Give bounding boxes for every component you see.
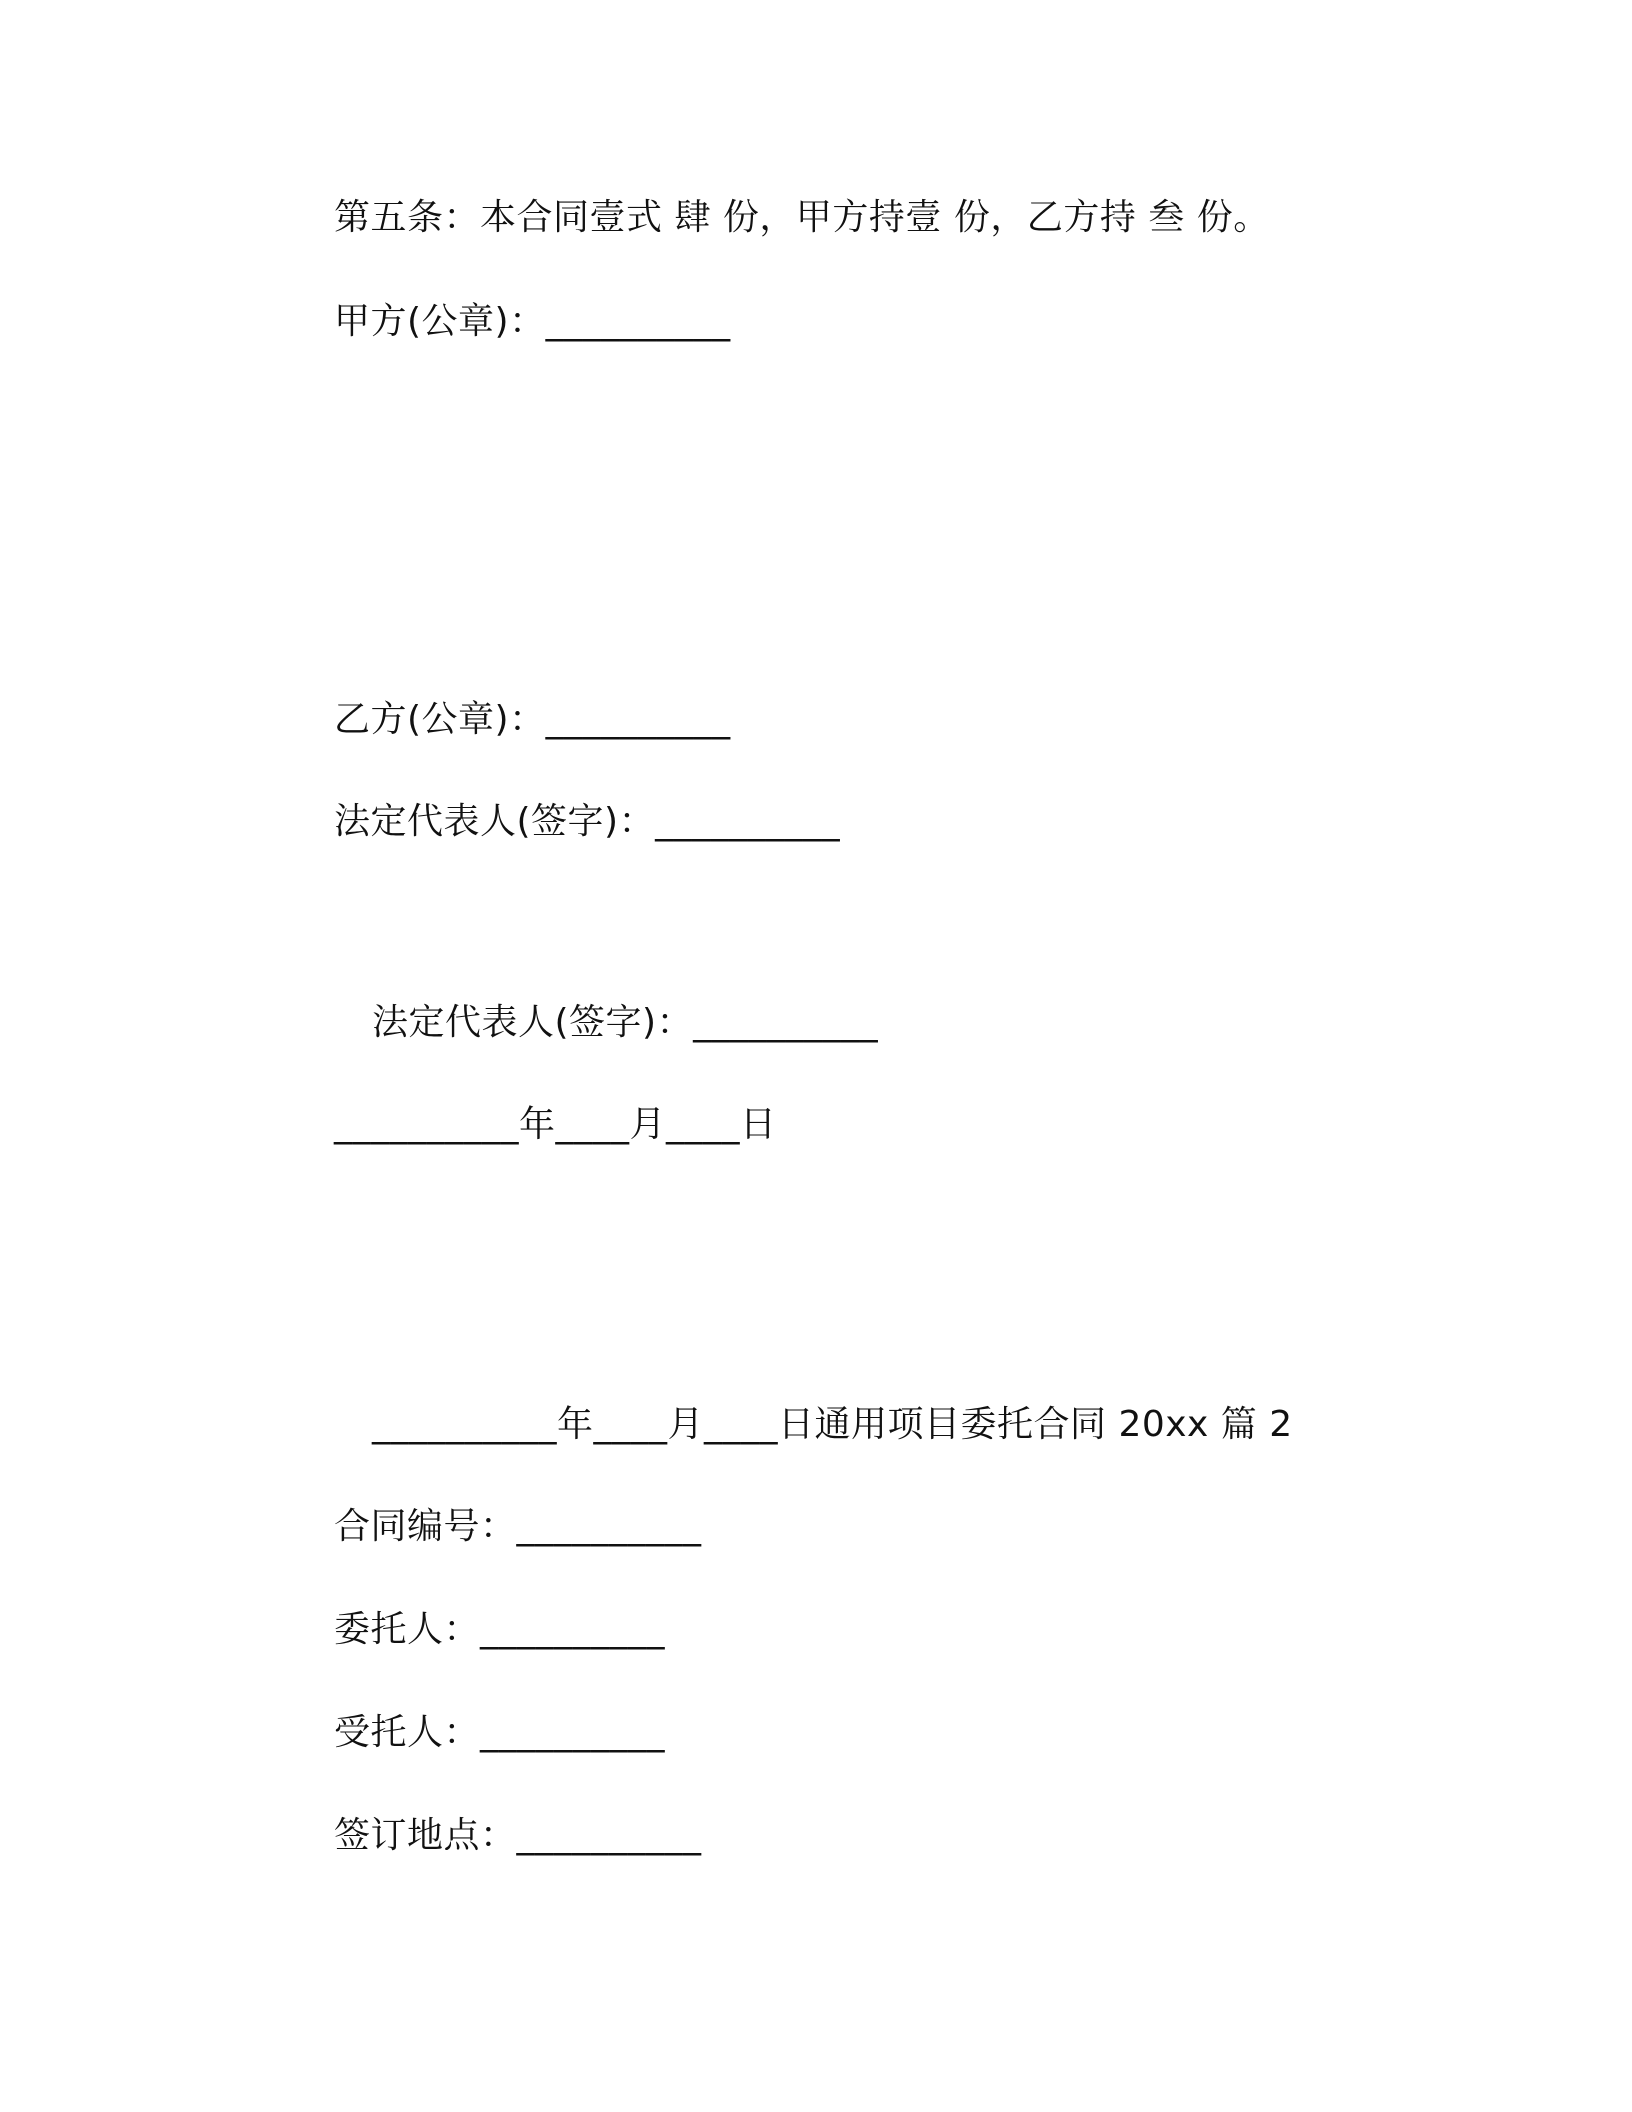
contract-section-title: __________年____月____日通用项目委托合同 20xx 篇 2 [372,1404,1293,1445]
date-line: __________年____月____日 [334,1104,777,1145]
agent-line: 受托人：__________ [334,1712,666,1753]
party-b-seal-line: 乙方(公章)：__________ [334,699,731,740]
legal-representative-signature-line: 法定代表人(签字)：__________ [334,801,841,842]
contract-number-line: 合同编号：__________ [334,1506,702,1547]
party-a-seal-line: 甲方(公章)：__________ [334,301,731,342]
principal-line: 委托人：__________ [334,1609,666,1650]
legal-representative-signature-line-2: 法定代表人(签字)：__________ [372,1002,879,1043]
signing-place-line: 签订地点：__________ [334,1815,702,1856]
article-five-copies: 第五条：本合同壹式 肆 份，甲方持壹 份，乙方持 叁 份。 [334,197,1270,238]
